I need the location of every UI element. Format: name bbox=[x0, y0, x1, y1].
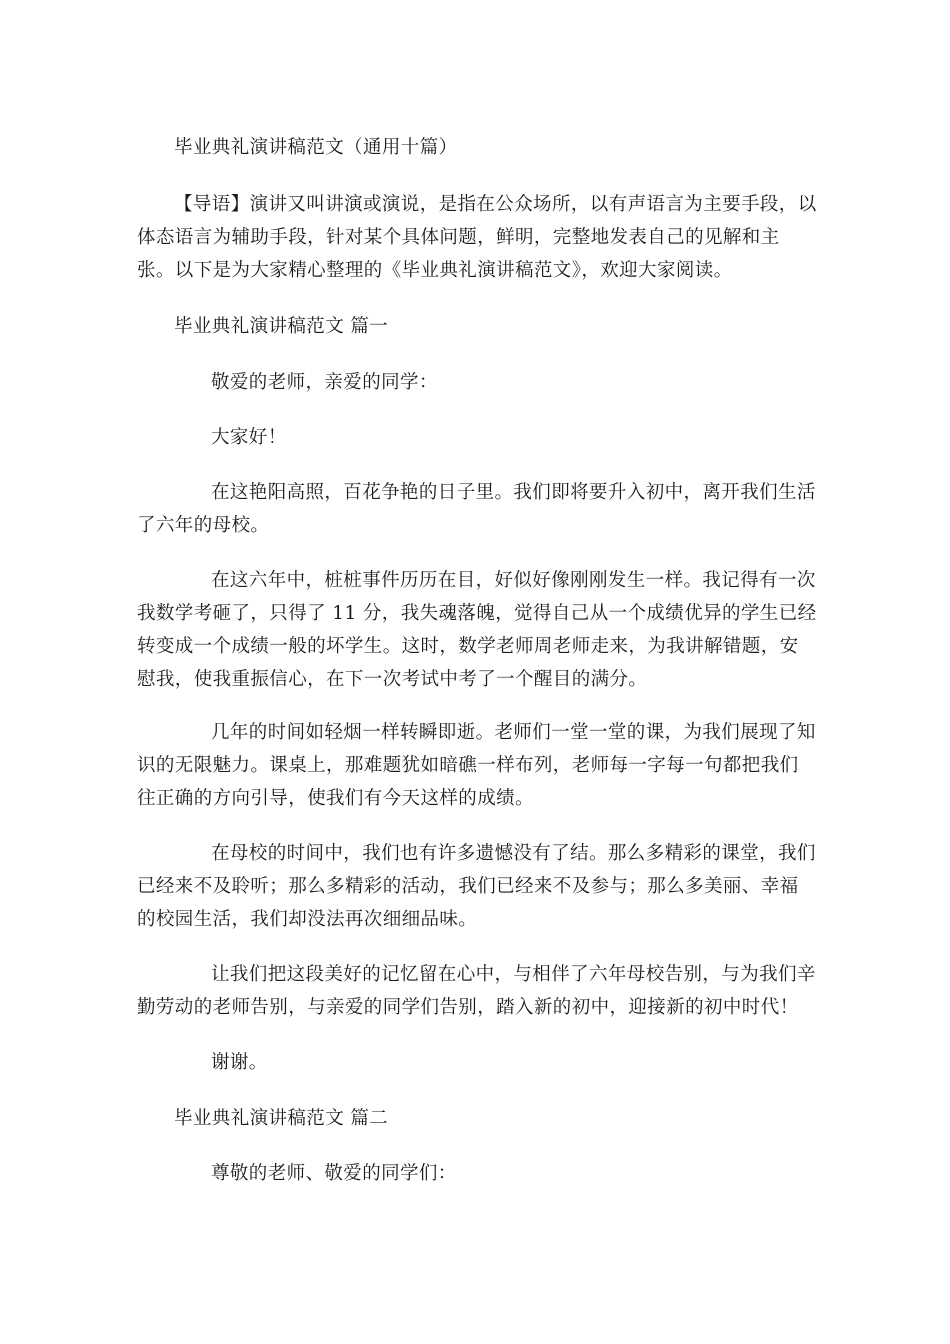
section1-greeting: 大家好！ bbox=[211, 427, 287, 448]
section1-paragraph-1: 在这艳阳高照，百花争艳的日子里。我们即将要升入初中，离开我们生活了六年的母校。 bbox=[137, 482, 816, 536]
section2-salutation: 尊敬的老师、敬爱的同学们： bbox=[211, 1163, 457, 1184]
section1-closing: 谢谢。 bbox=[211, 1052, 268, 1073]
document-title: 毕业典礼演讲稿范文（通用十篇） bbox=[174, 137, 458, 158]
section1-paragraph-4: 在母校的时间中，我们也有许多遗憾没有了结。那么多精彩的课堂，我们已经来不及聆听；那么多精彩的活动，我们已经来不及参与；那么多美丽、幸福的校园生活，我们却没法再次细细品味。 bbox=[137, 843, 816, 930]
section1-heading: 毕业典礼演讲稿范文 篇一 bbox=[174, 316, 389, 337]
section1-paragraph-5: 让我们把这段美好的记忆留在心中，与相伴了六年母校告别，与为我们辛勤劳动的老师告别，与亲爱的同学们告别，踏入新的初中，迎接新的初中时代！ bbox=[137, 964, 816, 1018]
section1-paragraph-2: 在这六年中，桩桩事件历历在目，好似好像刚刚发生一样。我记得有一次我数学考砸了，只得了 11 分，我失魂落魄，觉得自己从一个成绩优异的学生已经转变成一个成绩一般的坏学生。这时，数学老师周老师走来，为我讲解错题，安慰我，使我重振信心，在下一次考试中考了一个醒目的满分。 bbox=[137, 570, 817, 690]
section2-heading: 毕业典礼演讲稿范文 篇二 bbox=[174, 1108, 389, 1129]
intro-paragraph: 【导语】演讲又叫讲演或演说，是指在公众场所，以有声语言为主要手段，以体态语言为辅助手段，针对某个具体问题，鲜明，完整地发表自己的见解和主张。以下是为大家精心整理的《毕业典礼演讲稿范文》，欢迎大家阅读。 bbox=[137, 194, 817, 281]
section1-salutation: 敬爱的老师，亲爱的同学： bbox=[211, 372, 438, 393]
section1-paragraph-3: 几年的时间如轻烟一样转瞬即逝。老师们一堂一堂的课，为我们展现了知识的无限魅力。课桌上，那难题犹如暗礁一样布列，老师每一字每一句都把我们往正确的方向引导，使我们有今天这样的成绩。 bbox=[137, 722, 816, 809]
